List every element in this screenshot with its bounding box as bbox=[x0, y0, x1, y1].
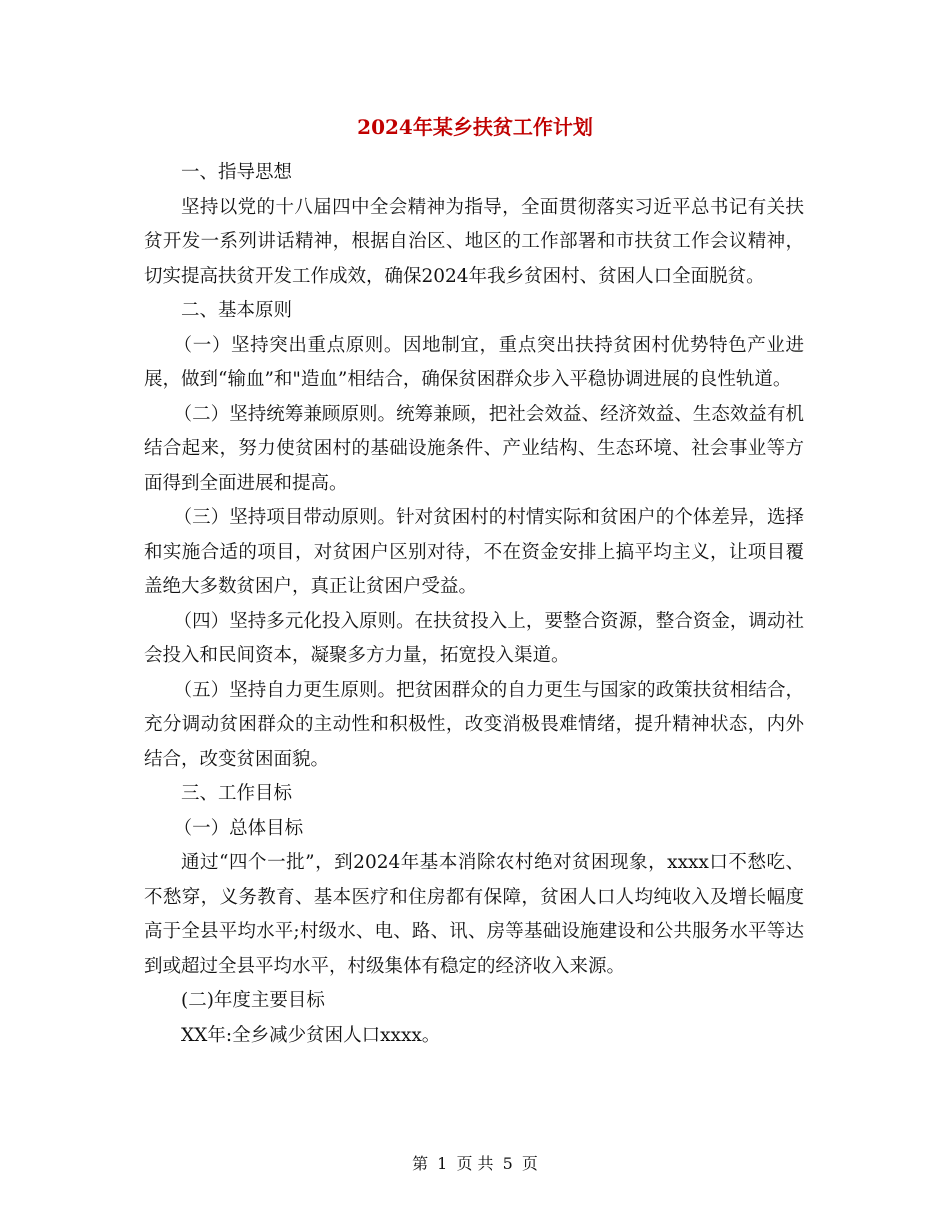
paragraph-principle-2: （二）坚持统筹兼顾原则。统筹兼顾，把社会效益、经济效益、生态效益有机结合起来，努力使贫困村的基础设施条件、产业结构、生态环境、社会事业等方面得到全面进展和提高。 bbox=[144, 403, 804, 494]
paragraph-principle-3: （三）坚持项目带动原则。针对贫困村的村情实际和贫困户的个体差异，选择和实施合适的项目，对贫困户区别对待，不在资金安排上搞平均主义，让项目覆盖绝大多数贫困户，真正让贫困户受益。 bbox=[144, 507, 804, 597]
paragraph-guiding-ideology: 坚持以党的十八届四中全会精神为指导，全面贯彻落实习近平总书记有关扶贫开发一系列讲话精神，根据自治区、地区的工作部署和市扶贫工作会议精神，切实提高扶贫开发工作成效，确保2024年我乡贫困村、贫困人口全面脱贫。 bbox=[144, 196, 804, 287]
document-title: 2024年某乡扶贫工作计划 bbox=[357, 115, 593, 139]
total-pages-number: 5 bbox=[502, 1154, 513, 1173]
section-heading-2: 二、基本原则 bbox=[181, 300, 293, 321]
paragraph-principle-5: （五）坚持自力更生原则。把贫困群众的自力更生与国家的政策扶贫相结合，充分调动贫困群众的主动性和积极性，改变消极畏难情绪，提升精神状态，内外结合，改变贫困面貌。 bbox=[144, 679, 804, 770]
paragraph-overall-goal: 通过“四个一批”，到2024年基本消除农村绝对贫困现象，xxxx口不愁吃、不愁穿，义务教育、基本医疗和住房都有保障，贫困人口人均纯收入及增长幅度高于全县平均水平;村级水、电、路、讯、房等基础设施建设和公共服务水平等达到或超过全县平均水平，村级集体有稳定的经济收入来源。 bbox=[144, 852, 804, 977]
paragraph-principle-4: （四）坚持多元化投入原则。在扶贫投入上，要整合资源，整合资金，调动社会投入和民间资本，凝聚多方力量，拓宽投入渠道。 bbox=[144, 610, 804, 666]
paragraph-principle-1: （一）坚持突出重点原则。因地制宜，重点突出扶持贫困村优势特色产业进展，做到“输血”和"造血”相结合，确保贫困群众步入平稳协调进展的良性轨道。 bbox=[144, 334, 804, 390]
paragraph-annual-goal: XX年:全乡减少贫困人口xxxx。 bbox=[181, 1024, 441, 1046]
document-body bbox=[144, 156, 804, 1053]
page-label-mid: 页 共 bbox=[456, 1154, 494, 1173]
page-footer bbox=[0, 1152, 950, 1176]
section-heading-3: 三、工作目标 bbox=[181, 783, 293, 804]
current-page-number: 1 bbox=[437, 1154, 448, 1173]
subsection-heading-overall-goal: （一）总体目标 bbox=[173, 817, 304, 839]
section-heading-1: 一、指导思想 bbox=[181, 162, 293, 183]
page-label-suffix: 页 bbox=[521, 1154, 538, 1173]
page-label-prefix: 第 bbox=[412, 1154, 429, 1173]
subsection-heading-annual-goal: (二)年度主要目标 bbox=[181, 990, 325, 1011]
